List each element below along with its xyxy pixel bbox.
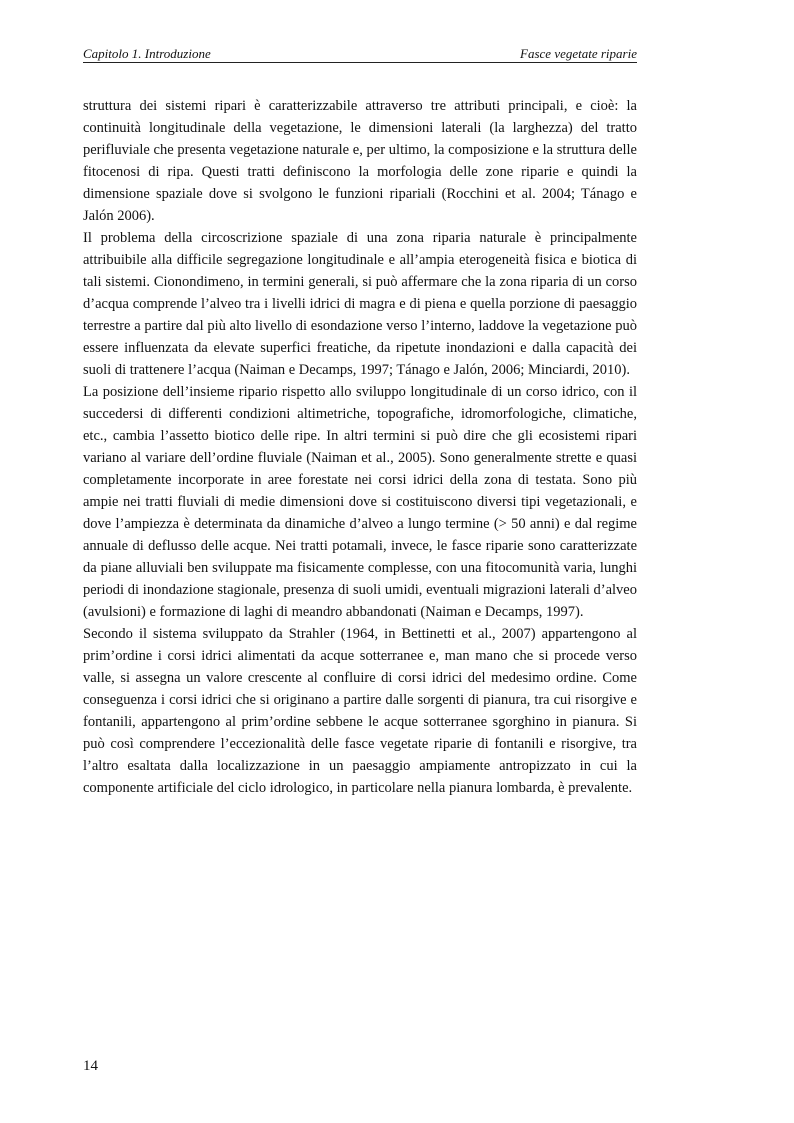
paragraph: Il problema della circoscrizione spaziale di una zona riparia naturale è principalmente attribuibile alla difficile segregazione longitudinale e all’ampia eterogeneità fisica e biotica di tali sistemi. Cionondimeno, in termini generali, si può affermare che la zona riparia di un corso d’acqua comprende l’alveo tra i livelli idrici di magra e di piena e quella porzione di paesaggio terrestre a partire dal più alto livello di esondazione verso l’interno, laddove la vegetazione può essere influenzata da elevate superfici freatiche, da ripetute inondazioni e dalla capacità dei suoli di trattenere l’acqua (Naiman e Decamps, 1997; Tánago e Jalón, 2006; Minciardi, 2010). [83,230,637,378]
header-section: Fasce vegetate riparie [520,46,637,61]
body-text [83,95,637,799]
paragraph: La posizione dell’insieme ripario rispetto allo sviluppo longitudinale di un corso idrico, con il succedersi di differenti condizioni altimetriche, topografiche, idromorfologiche, climatiche, etc., cambia l’assetto biotico delle ripe. In altri termini si può dire che gli ecosistemi ripari variano al variare dell’ordine fluviale (Naiman et al., 2005). Sono generalmente strette e quasi completamente incorporate in aree forestate nei corsi idrici della zona di testata. Sono più ampie nei tratti fluviali di medie dimensioni dove si costituiscono diversi tipi vegetazionali, e dove l’ampiezza è determinata da dinamiche d’alveo a lungo termine (> 50 anni) e dal regime annuale di deflusso delle acque. Nei tratti potamali, invece, le fasce riparie sono caratterizzate da piane alluviali ben sviluppate ma fisicamente complesse, con una fitocomunità varia, lunghi periodi di inondazione stagionale, presenza di suoli umidi, eventuali migrazioni laterali d’alveo (avulsioni) e formazione di laghi di meandro abbandonati (Naiman e Decamps, 1997). [83,384,637,620]
paragraph: struttura dei sistemi ripari è caratterizzabile attraverso tre attributi principali, e cioè: la continuità longitudinale della vegetazione, le dimensioni laterali (la larghezza) del tratto perifluviale che presenta vegetazione naturale e, per ultimo, la composizione e la struttura delle fitocenosi di ripa. Questi tratti definiscono la morfologia delle zone riparie e quindi la dimensione spaziale dove si svolgono le funzioni ripariali (Rocchini et al. 2004; Tánago e Jalón 2006). [83,98,637,224]
header-chapter: Capitolo 1. Introduzione [83,46,211,61]
page-number: 14 [83,1058,98,1074]
running-header [83,46,637,63]
paragraph: Secondo il sistema sviluppato da Strahler (1964, in Bettinetti et al., 2007) appartengono al prim’ordine i corsi idrici alimentati da acque sotterranee e, man mano che si procede verso valle, si assegna un valore crescente al confluire di corsi idrici del medesimo ordine. Come conseguenza i corsi idrici che si originano a partire dalle sorgenti di pianura, tra cui risorgive e fontanili, appartengono al prim’ordine sebbene le acque sotterranee sgorghino in pianura. Si può così comprendere l’eccezionalità delle fasce vegetate riparie di fontanili e risorgive, tra l’altro esaltata dalla localizzazione in un paesaggio ampiamente antropizzato in cui la componente artificiale del ciclo idrologico, in particolare nella pianura lombarda, è prevalente. [83,626,637,796]
